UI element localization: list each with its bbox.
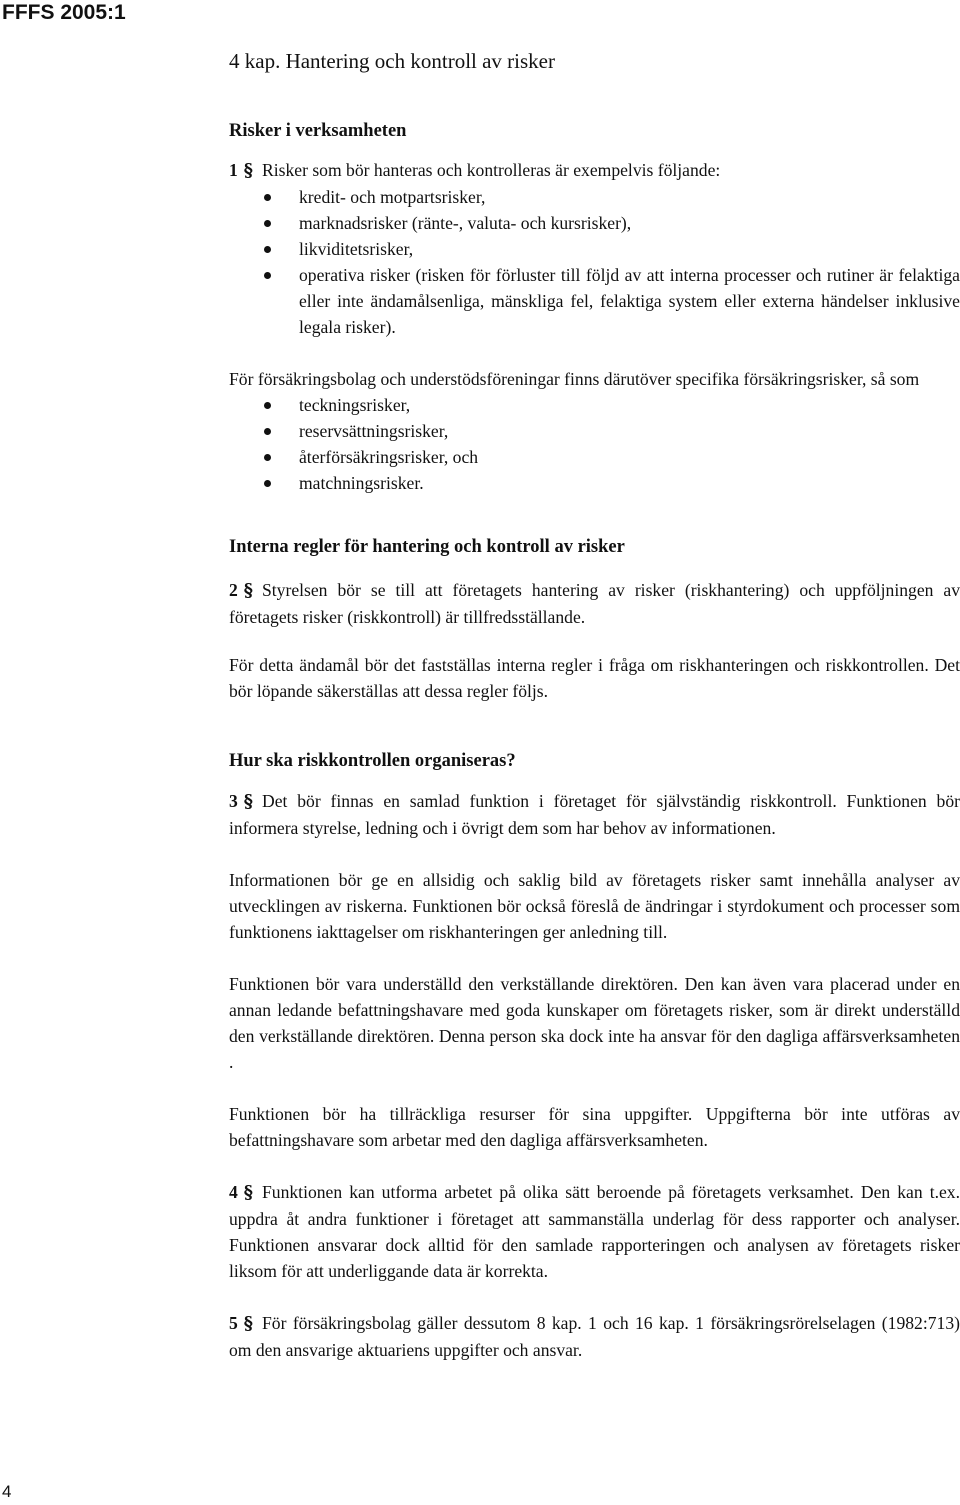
- section-number: 1: [229, 160, 238, 180]
- risk-list: [229, 184, 960, 340]
- section-heading-internal-rules: Interna regler för hantering och kontroll av risker: [229, 537, 625, 557]
- list-item: [299, 236, 960, 262]
- paragraph-text: Det bör finnas en samlad funktion i företaget för självständig riskkontroll. Funktionen bör informera styrelse, ledning och i övrigt dem som har behov av informationen.: [229, 791, 960, 838]
- paragraph-insurance-risks: För försäkringsbolag och understödsföreningar finns därutöver specifika försäkringsrisker, så som: [229, 369, 920, 389]
- list-item-text: reservsättningsrisker,: [299, 421, 449, 441]
- chapter-title: 4 kap. Hantering och kontroll av risker: [229, 49, 555, 73]
- section-number: 3: [229, 791, 238, 811]
- bullet-icon: [264, 428, 271, 435]
- paragraph-3: [229, 788, 960, 841]
- paragraph-2-followup: För detta ändamål bör det fastställas interna regler i fråga om riskhanteringen och riskkontrollen. Det bör löpande säkerställas att dessa regler följs.: [229, 655, 960, 701]
- paragraph-3-information: Informationen bör ge en allsidig och saklig bild av företagets risker samt innehålla analyser av utvecklingen av riskerna. Funktionen bör också föreslå de ändringar i styrdokument och processer som funktionens iakttagelser om riskhanteringen ger anledning till.: [229, 870, 960, 942]
- paragraph-text: Styrelsen bör se till att företagets hantering av risker (riskhantering) och uppföljningen av företagets risker (riskkontroll) är tillfredsställande.: [229, 580, 960, 627]
- section-number: 4: [229, 1182, 238, 1202]
- bullet-icon: [264, 272, 271, 279]
- paragraph-1-intro: [229, 157, 960, 184]
- paragraph-text: Funktionen kan utforma arbetet på olika sätt beroende på företagets verksamhet. Den kan t.ex. uppdra åt andra funktioner i företaget att sammanställa underlag för dess rapporter och analyser. Funktionen ansvarar dock alltid för den samlade rapporteringen och analysen av företagets risker liksom för att underliggande data är korrekta.: [229, 1182, 960, 1281]
- section-sign-icon: §: [243, 1313, 253, 1334]
- section-sign-icon: §: [243, 160, 253, 181]
- paragraph-5: [229, 1310, 960, 1363]
- list-item-text: marknadsrisker (ränte-, valuta- och kursrisker),: [299, 213, 632, 233]
- list-item: [299, 184, 960, 210]
- list-item: [299, 210, 960, 236]
- bullet-icon: [264, 480, 271, 487]
- document-body: [229, 46, 960, 1363]
- paragraph-text: För försäkringsbolag gäller dessutom 8 kap. 1 och 16 kap. 1 försäkringsrörelselagen (1982:713) om den ansvarige aktuariens uppgifter och ansvar.: [229, 1313, 960, 1360]
- paragraph-2: [229, 577, 960, 630]
- section-number: 2: [229, 580, 238, 600]
- paragraph-4: [229, 1179, 960, 1284]
- document-code: FFFS 2005:1: [2, 1, 126, 24]
- bullet-icon: [264, 454, 271, 461]
- list-item: [299, 470, 960, 496]
- list-item: [299, 262, 960, 340]
- page-number: 4: [2, 1482, 12, 1501]
- section-sign-icon: §: [243, 1182, 253, 1203]
- bullet-icon: [264, 194, 271, 201]
- section-number: 5: [229, 1313, 238, 1333]
- bullet-icon: [264, 220, 271, 227]
- paragraph-text: Risker som bör hanteras och kontrolleras är exempelvis följande:: [262, 160, 721, 180]
- list-item: [299, 392, 960, 418]
- list-item-text: kredit- och motpartsrisker,: [299, 187, 486, 207]
- list-item-text: matchningsrisker.: [299, 473, 424, 493]
- section-sign-icon: §: [243, 791, 253, 812]
- list-item: [299, 444, 960, 470]
- bullet-icon: [264, 246, 271, 253]
- list-item-text: likviditetsrisker,: [299, 239, 414, 259]
- list-item: [299, 418, 960, 444]
- section-heading-risks: Risker i verksamheten: [229, 121, 407, 141]
- section-sign-icon: §: [243, 580, 253, 601]
- list-item-text: återförsäkringsrisker, och: [299, 447, 479, 467]
- list-item-text: teckningsrisker,: [299, 395, 411, 415]
- paragraph-3-reporting-line: Funktionen bör vara underställd den verkställande direktören. Den kan även vara placerad under en annan ledande befattningshavare med goda kunskaper om företagets risker, som är direkt underställd den verkställande direktören. Denna person ska dock inte ha ansvar för den dagliga affärsverksamheten .: [229, 974, 960, 1072]
- paragraph-3-resources: Funktionen bör ha tillräckliga resurser för sina uppgifter. Uppgifterna bör inte utföras av befattningshavare som arbetar med den dagliga affärsverksamheten.: [229, 1104, 960, 1150]
- insurance-risk-list: [229, 392, 960, 496]
- bullet-icon: [264, 402, 271, 409]
- list-item-text: operativa risker (risken för förluster till följd av att interna processer och rutiner är felaktiga eller inte ändamålsenliga, mänskliga fel, felaktiga system eller externa händelser inklusive legala risker).: [299, 265, 960, 337]
- section-heading-organisation: Hur ska riskkontrollen organiseras?: [229, 751, 516, 771]
